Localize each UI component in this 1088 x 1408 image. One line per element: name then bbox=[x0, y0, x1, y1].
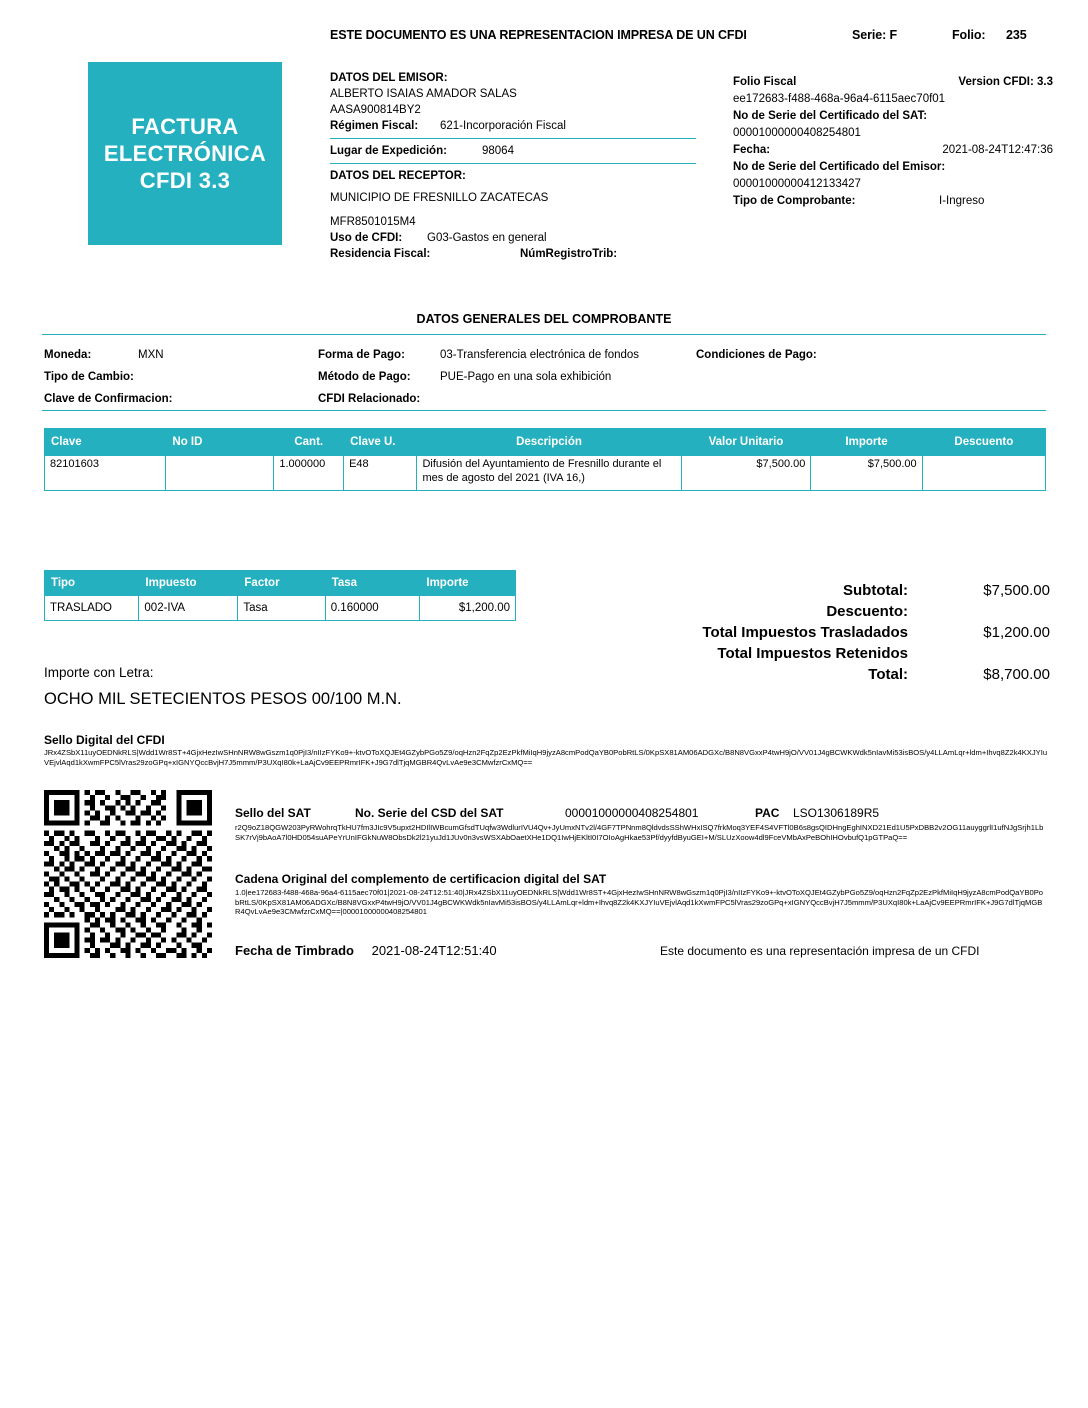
subtotal-value: $7,500.00 bbox=[983, 582, 1050, 599]
cell-cantidad: 1.000000 bbox=[274, 456, 344, 491]
emisor-regimen-value: 621-Incorporación Fiscal bbox=[440, 120, 566, 132]
conceptos-table bbox=[44, 428, 1046, 491]
qr-code-icon bbox=[44, 790, 212, 958]
sello-cfdi-value: JRx4ZSbX11uyOEDNkRLS|Wdd1Wr8ST+4GjxHezIwSHnNRW8wGszm1q0PjI3/nIIzFYKo9+-ktvOToXQJEt4GZybPGo5Z9/oqHzn2FqZp2EzPkfMiIqH9jyzA8cmPodQaYB0PobRtLS/0KpSX81AM06ADGXc/B8N8VGxxP4twH9jO/VV01J4gBCWKWdk5nIavMi53isBOS/y4LLAmLqr+ldm+Ihvq8Z2k4KXJYIuVEjvlAqd1kXwmFPC5lVras29zoGPq+xIGNYQccBvjH7J5mmm/P3UXqI80k+LaAjCv9EEPRmrIFK+J9G7dlTjqMGBR4QvLvAe9e3CMwfzrCxMQ== bbox=[44, 748, 1048, 767]
col-descuento: Descuento bbox=[922, 429, 1045, 456]
serie-csd-emisor-label: No de Serie del Certificado del Emisor: bbox=[733, 161, 946, 173]
serie-csd-sat-label-row bbox=[733, 108, 1053, 125]
cell-claveu: E48 bbox=[344, 456, 417, 491]
csd-sat-value: 00001000000408254801 bbox=[565, 806, 699, 820]
col-valor-unitario: Valor Unitario bbox=[681, 429, 811, 456]
document-notice: ESTE DOCUMENTO ES UNA REPRESENTACION IMPRESA DE UN CFDI bbox=[330, 28, 747, 42]
folio-fiscal-value: ee172683-f488-468a-96a4-6115aec70f01 bbox=[733, 93, 946, 105]
folio-label: Folio: bbox=[952, 28, 986, 42]
impuestos-header-row bbox=[45, 571, 516, 596]
receptor-rfc: MFR8501015M4 bbox=[330, 216, 416, 228]
col-importe: Importe bbox=[811, 429, 922, 456]
importe-letra-label: Importe con Letra: bbox=[44, 665, 154, 680]
cell-factor: Tasa bbox=[238, 596, 325, 621]
receptor-nombre: MUNICIPIO DE FRESNILLO ZACATECAS bbox=[330, 192, 549, 204]
total-value: $8,700.00 bbox=[983, 666, 1050, 683]
serie-csd-emisor-value: 00001000000412133427 bbox=[733, 178, 861, 190]
sello-sat-value: r2Q9oZ18QGW203PyRWohrqTkHU7fm3JIc9V5upxt2HDIlIWBcumGfsdTUqfw3WdlurIVU4Qv+JyUmxNTv2l/4GF7TPNnm8QldvdsSShWHxISQ7frkMoq3YEF4S4VFTl0B6s8gsQIDHngEghINXD21Ed1U5PxDBB2v2OG11auyggrlI1ufNJgSrjh1LbSK7rVj9bAoA7l0HD054suAPeYrUnIFGkNuW8ObsDk2l21yuJd1JUv0n3vsWSXAbOaetXHe1DQ1IwHjEKltI0I7OIoAgHkae53Pf/dyyfdByuGEI+M/SLUzXoow4dl9FceVMbAxPeBOhIHOvbufQ1pGTPaQ== bbox=[235, 823, 1044, 842]
cfdi-relacionado-label: CFDI Relacionado: bbox=[318, 393, 421, 405]
col-tasa: Tasa bbox=[325, 571, 420, 596]
representacion-impresa-note: Este documento es una representación impresa de un CFDI bbox=[660, 944, 980, 958]
importe-letra-value: OCHO MIL SETECIENTOS PESOS 00/100 M.N. bbox=[44, 690, 402, 708]
sello-cfdi-title: Sello Digital del CFDI bbox=[44, 733, 165, 747]
table-row bbox=[45, 456, 1046, 491]
dg-column-2 bbox=[318, 344, 708, 410]
dg-column-1 bbox=[44, 344, 314, 410]
receptor-uso-label: Uso de CFDI: bbox=[330, 232, 403, 244]
divider-2 bbox=[330, 163, 696, 164]
cell-noid bbox=[166, 456, 274, 491]
tipo-comprobante-value: I-Ingreso bbox=[939, 195, 985, 207]
folio-fiscal-row bbox=[733, 74, 1053, 91]
logo-badge bbox=[88, 62, 282, 245]
forma-pago-value: 03-Transferencia electrónica de fondos bbox=[440, 349, 640, 361]
cell-tasa: 0.160000 bbox=[325, 596, 420, 621]
cell-valor-unitario: $7,500.00 bbox=[681, 456, 811, 491]
folio-value: 235 bbox=[1006, 28, 1027, 42]
dg-column-3 bbox=[696, 344, 1026, 366]
col-clave: Clave bbox=[45, 429, 166, 456]
fecha-timbrado-row bbox=[235, 943, 497, 958]
sello-sat-header bbox=[235, 806, 1045, 822]
receptor-residencia-label: Residencia Fiscal: bbox=[330, 248, 431, 260]
logo-line-1: FACTURA bbox=[131, 114, 239, 139]
condiciones-pago-row bbox=[696, 344, 1026, 366]
emisor-rfc: AASA900814BY2 bbox=[330, 104, 421, 116]
version-cfdi-label: Version CFDI: 3.3 bbox=[958, 76, 1053, 88]
retenidos-row bbox=[620, 643, 1050, 664]
fecha-row bbox=[733, 142, 1053, 159]
subtotal-label: Subtotal: bbox=[843, 582, 908, 599]
divider-1 bbox=[330, 138, 696, 139]
emisor-regimen-row bbox=[330, 118, 710, 134]
tipo-comprobante-row bbox=[733, 193, 1053, 210]
receptor-title: DATOS DEL RECEPTOR: bbox=[330, 170, 466, 182]
qr-code-svg bbox=[44, 790, 212, 958]
cfdi-relacionado-row bbox=[318, 388, 708, 410]
forma-pago-label: Forma de Pago: bbox=[318, 349, 405, 361]
moneda-value: MXN bbox=[138, 349, 164, 361]
totales-block bbox=[620, 580, 1050, 685]
impuestos-table bbox=[44, 570, 516, 621]
cell-impuesto: 002-IVA bbox=[139, 596, 238, 621]
cell-clave: 82101603 bbox=[45, 456, 166, 491]
moneda-row bbox=[44, 344, 314, 366]
cell-descripcion: Difusión del Ayuntamiento de Fresnillo durante el mes de agosto del 2021 (IVA 16,) bbox=[417, 456, 681, 491]
tipo-comprobante-label: Tipo de Comprobante: bbox=[733, 195, 856, 207]
moneda-label: Moneda: bbox=[44, 349, 92, 361]
serie-csd-sat-value: 00001000000408254801 bbox=[733, 127, 861, 139]
receptor-uso-value: G03-Gastos en general bbox=[427, 232, 547, 244]
logo-line-2: ELECTRÓNICA bbox=[103, 141, 267, 166]
pac-value: LSO1306189R5 bbox=[793, 806, 880, 820]
csd-sat-title: No. Serie del CSD del SAT bbox=[355, 806, 504, 820]
folio-fiscal-value-row bbox=[733, 91, 1053, 108]
fecha-timbrado-value: 2021-08-24T12:51:40 bbox=[371, 943, 497, 958]
folio-fiscal-label: Folio Fiscal bbox=[733, 76, 797, 88]
pac-label: PAC bbox=[755, 806, 780, 820]
metodo-pago-row bbox=[318, 366, 708, 388]
col-noid: No ID bbox=[166, 429, 274, 456]
cell-descuento bbox=[922, 456, 1045, 491]
tipo-cambio-row bbox=[44, 366, 314, 388]
serie-csd-emisor-label-row bbox=[733, 159, 1053, 176]
col-importe-impuesto: Importe bbox=[420, 571, 516, 596]
retenidos-label: Total Impuestos Retenidos bbox=[717, 645, 908, 662]
emisor-lugar-value: 98064 bbox=[482, 145, 514, 157]
fecha-label: Fecha: bbox=[733, 144, 771, 156]
condiciones-pago-label: Condiciones de Pago: bbox=[696, 349, 817, 361]
trasladados-label: Total Impuestos Trasladados bbox=[702, 624, 908, 641]
clave-confirmacion-row bbox=[44, 388, 314, 410]
receptor-numregistro-label: NúmRegistroTrib: bbox=[520, 248, 618, 260]
fiscal-block bbox=[733, 74, 1053, 210]
subtotal-row bbox=[620, 580, 1050, 601]
serie-csd-sat-value-row bbox=[733, 125, 1053, 142]
emisor-lugar-label: Lugar de Expedición: bbox=[330, 145, 447, 157]
clave-confirmacion-label: Clave de Confirmacion: bbox=[44, 393, 173, 405]
datos-generales-rule-top bbox=[42, 334, 1046, 335]
sello-sat-title: Sello del SAT bbox=[235, 806, 311, 820]
col-cant: Cant. bbox=[274, 429, 344, 456]
total-row bbox=[620, 664, 1050, 685]
cadena-original-title: Cadena Original del complemento de certificacion digital del SAT bbox=[235, 872, 607, 886]
serie-label: Serie: F bbox=[852, 28, 898, 42]
logo-line-3: CFDI 3.3 bbox=[139, 168, 231, 193]
col-claveu: Clave U. bbox=[344, 429, 417, 456]
emisor-receptor-block bbox=[330, 70, 710, 262]
col-descripcion: Descripción bbox=[417, 429, 681, 456]
receptor-uso-row bbox=[330, 230, 710, 246]
trasladados-value: $1,200.00 bbox=[983, 624, 1050, 641]
table-row bbox=[45, 596, 516, 621]
cell-importe-impuesto: $1,200.00 bbox=[420, 596, 516, 621]
trasladados-row bbox=[620, 622, 1050, 643]
total-label: Total: bbox=[868, 666, 908, 683]
col-factor: Factor bbox=[238, 571, 325, 596]
emisor-title: DATOS DEL EMISOR: bbox=[330, 72, 448, 84]
cadena-original-value: 1.0|ee172683-f488-468a-96a4-6115aec70f01|2021-08-24T12:51:40|JRx4ZSbX11uyOEDNkRLS|Wdd1Wr8ST+4GjxHezIwSHnNRW8wGszm1q0PjI3/nIIzFYKo9+-ktvOToXQJEt4GZybPGo5Z9/oqHzn2FqZp2EzPkfMiIqH9jyzA8cmPodQaYB0PobRtLS/0KpSX81AM06ADGXc/B8N8VGxxP4twH9jO/VV01J4gBCWKWdk5nIavMi53isBOS/y4LLAmLqr+ldm+Ihvq8Z2k4KXJYIuVEjvlAqd1kXwmFPC5lVras29zoGPq+xIGNYQccBvjH7J5mmm/P3UXqI80k+LaAjCv9EEPRmrIFK+J9G7dlTjqMGBR4QvLvAe9e3CMwfzrCxMQ==|00001000000408254801 bbox=[235, 888, 1044, 917]
conceptos-header-row bbox=[45, 429, 1046, 456]
cell-tipo: TRASLADO bbox=[45, 596, 139, 621]
emisor-nombre: ALBERTO ISAIAS AMADOR SALAS bbox=[330, 88, 517, 100]
emisor-lugar-row bbox=[330, 143, 710, 159]
serie-csd-sat-label: No de Serie del Certificado del SAT: bbox=[733, 110, 928, 122]
tipo-cambio-label: Tipo de Cambio: bbox=[44, 371, 134, 383]
receptor-residencia-row bbox=[330, 246, 710, 262]
col-tipo: Tipo bbox=[45, 571, 139, 596]
fecha-value: 2021-08-24T12:47:36 bbox=[942, 144, 1053, 156]
metodo-pago-label: Método de Pago: bbox=[318, 371, 411, 383]
col-impuesto: Impuesto bbox=[139, 571, 238, 596]
serie-csd-emisor-value-row bbox=[733, 176, 1053, 193]
cell-importe: $7,500.00 bbox=[811, 456, 922, 491]
descuento-row bbox=[620, 601, 1050, 622]
fecha-timbrado-label: Fecha de Timbrado bbox=[235, 943, 354, 958]
forma-pago-row bbox=[318, 344, 708, 366]
emisor-regimen-label: Régimen Fiscal: bbox=[330, 120, 419, 132]
datos-generales-rule-bottom bbox=[42, 410, 1046, 411]
datos-generales-title: DATOS GENERALES DEL COMPROBANTE bbox=[416, 312, 672, 326]
metodo-pago-value: PUE-Pago en una sola exhibición bbox=[440, 371, 612, 383]
descuento-label: Descuento: bbox=[826, 603, 908, 620]
